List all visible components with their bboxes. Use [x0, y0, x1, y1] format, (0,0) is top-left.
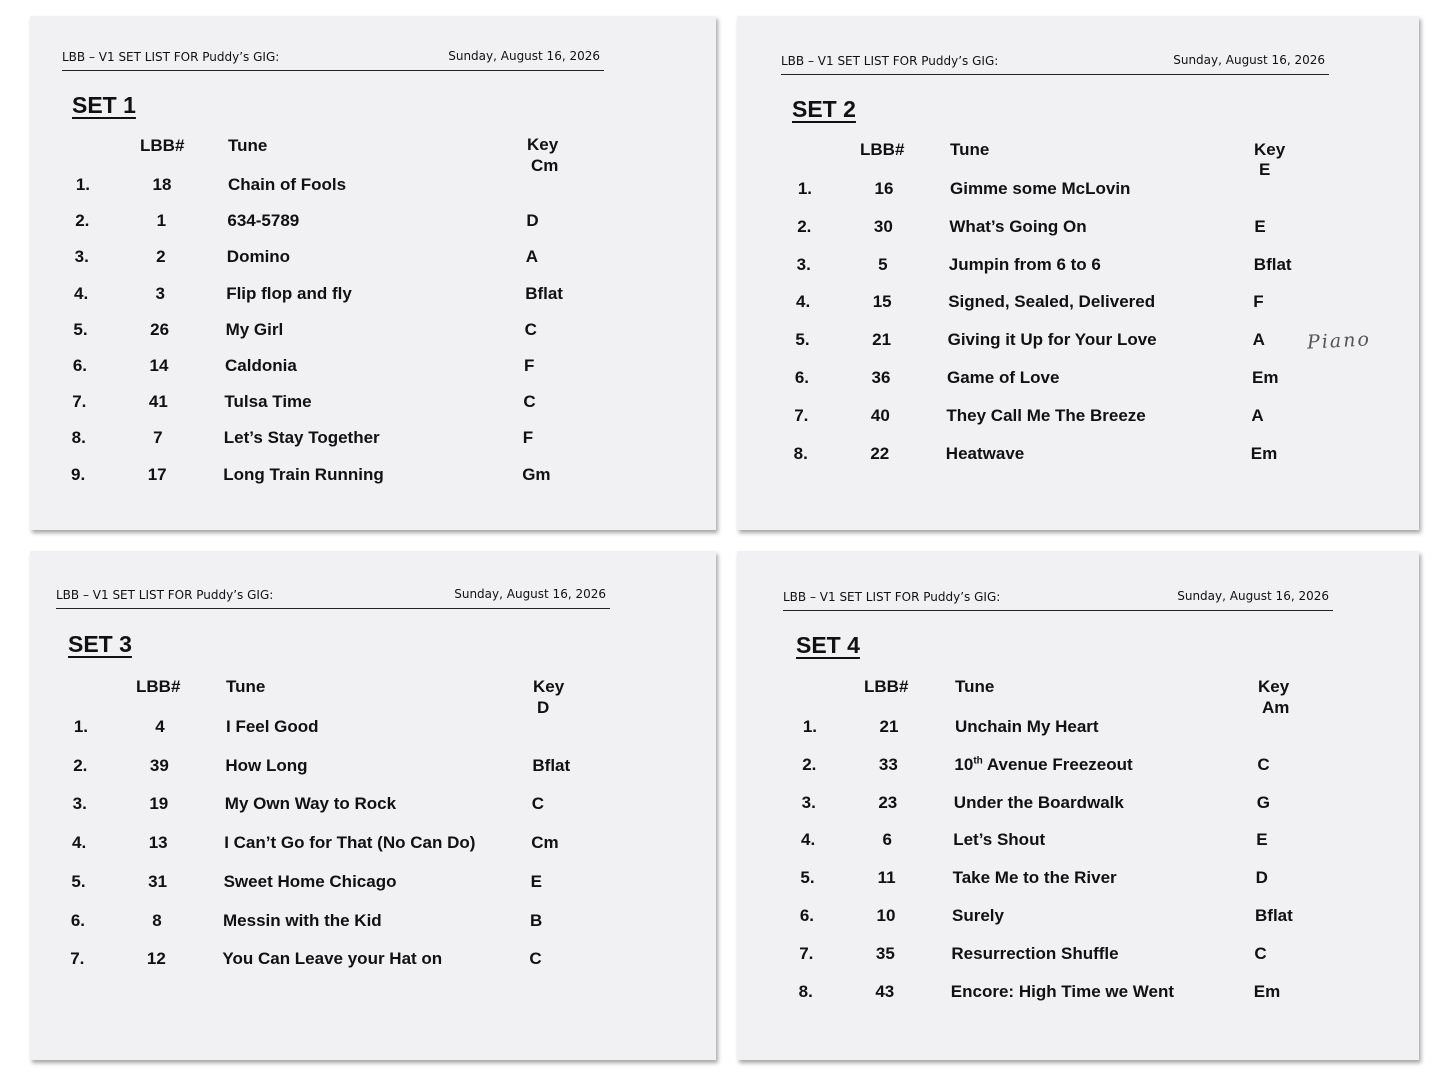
- col-head-tune: Tune: [226, 677, 266, 696]
- row-tune: [954, 793, 1124, 813]
- row-index: 6.: [799, 906, 814, 925]
- row-index: 4.: [801, 830, 816, 850]
- table-row: [30, 872, 716, 896]
- col-head-key: Key: [527, 135, 559, 154]
- row-tune-text: My Own Way to Rock: [224, 794, 397, 814]
- row-index: 1.: [797, 179, 812, 198]
- row-lbb-number: 17: [147, 464, 167, 484]
- row-key: C: [1257, 754, 1270, 774]
- row-lbb-number: 36: [871, 368, 891, 387]
- table-row: [30, 794, 716, 818]
- row-tune-text: Sweet Home Chicago: [223, 871, 397, 891]
- set-sheet-4: [737, 551, 1419, 1060]
- row-index: 6.: [70, 910, 85, 930]
- row-tune-rest: Avenue Freezeout: [982, 754, 1133, 774]
- table-row: [737, 698, 1419, 741]
- table-row: [737, 406, 1419, 430]
- row-lbb-number: 31: [148, 871, 168, 891]
- row-tune-text: I Feel Good: [226, 717, 319, 736]
- row-tune: [949, 217, 1086, 237]
- row-tune: [223, 911, 382, 931]
- row-lbb-number: 4: [155, 717, 165, 736]
- row-index: 5.: [795, 330, 810, 350]
- row-key: Bflat: [1253, 254, 1292, 274]
- row-lbb-number: 14: [149, 356, 169, 375]
- table-row: [30, 211, 716, 235]
- row-key: Em: [1253, 981, 1281, 1001]
- row-tune: [946, 406, 1145, 426]
- col-head-tune: Tune: [228, 136, 268, 155]
- row-tune-text: Heatwave: [945, 443, 1025, 463]
- row-tune: [950, 179, 1130, 199]
- sheet-header: [783, 586, 1333, 611]
- col-head-lbb: LBB#: [136, 677, 181, 696]
- row-index: 3.: [801, 792, 816, 812]
- row-lbb-number: 2: [156, 247, 166, 267]
- header-title: LBB – V1 SET LIST FOR Puddy’s GIG:: [783, 590, 1001, 604]
- row-key: A: [525, 247, 539, 267]
- sheet-header: [56, 584, 610, 609]
- set-title: SET 3: [68, 631, 132, 657]
- row-tune: [225, 356, 297, 376]
- row-tune-text: Let’s Shout: [953, 830, 1046, 850]
- row-tune-text: Under the Boardwalk: [953, 792, 1124, 812]
- row-index: 6.: [794, 368, 809, 387]
- row-tune-text: Flip flop and fly: [226, 283, 352, 303]
- row-lbb-number: 16: [874, 179, 894, 198]
- row-index: 1.: [73, 717, 88, 736]
- row-tune-text: Gimme some McLovin: [950, 179, 1131, 198]
- row-tune: [954, 755, 1132, 775]
- row-tune: [225, 756, 307, 776]
- row-index: 3.: [74, 247, 89, 267]
- row-tune: [949, 255, 1101, 275]
- row-tune-text: You Can Leave your Hat on: [222, 949, 443, 969]
- row-key: D: [526, 211, 539, 231]
- row-lbb-number: 21: [872, 330, 892, 350]
- row-key: Bflat: [525, 283, 563, 303]
- table-row: [30, 465, 716, 489]
- row-tune-text: How Long: [225, 755, 308, 775]
- row-lbb-number: 1: [156, 211, 167, 231]
- row-key: Am: [1262, 698, 1290, 717]
- row-index: 1.: [75, 175, 90, 194]
- row-index: 1.: [802, 717, 817, 736]
- table-row: [30, 156, 716, 199]
- row-tune: [953, 830, 1045, 850]
- row-tune: [951, 944, 1118, 964]
- row-tune-text: I Can’t Go for That (No Can Do): [224, 833, 476, 853]
- row-tune: [953, 868, 1117, 888]
- row-index: 7.: [70, 949, 85, 969]
- row-key: E: [1256, 830, 1268, 850]
- table-row: [30, 320, 716, 344]
- col-head-key: Key: [1254, 140, 1286, 159]
- row-index: 7.: [72, 392, 87, 412]
- row-lbb-number: 35: [875, 943, 895, 963]
- row-index: 3.: [72, 794, 87, 814]
- header-date: Sunday, August 16, 2026: [454, 587, 606, 601]
- row-lbb-number: 22: [870, 443, 890, 463]
- header-title: LBB – V1 SET LIST FOR Puddy’s GIG:: [781, 54, 999, 68]
- row-lbb-number: 21: [879, 717, 899, 736]
- row-key: Bflat: [532, 755, 571, 775]
- row-key: C: [524, 319, 537, 339]
- table-row: [737, 793, 1419, 817]
- row-index: 2.: [797, 216, 812, 236]
- table-row: [737, 906, 1419, 930]
- row-index: 2.: [73, 755, 88, 775]
- row-index: 9.: [71, 464, 86, 484]
- row-key: E: [1254, 216, 1266, 236]
- row-tune: [224, 392, 311, 412]
- row-tune: [222, 949, 442, 969]
- row-lbb-number: 8: [152, 910, 162, 930]
- header-title: LBB – V1 SET LIST FOR Puddy’s GIG:: [56, 588, 274, 602]
- row-tune: [952, 906, 1004, 926]
- row-lbb-number: 33: [878, 754, 898, 774]
- row-tune: [228, 175, 346, 195]
- row-index: 7.: [799, 943, 814, 963]
- row-lbb-number: 13: [148, 833, 168, 853]
- row-key: C: [523, 392, 536, 412]
- row-lbb-number: 40: [870, 405, 890, 425]
- set-title: SET 1: [72, 92, 136, 118]
- row-tune-text: Long Train Running: [223, 464, 384, 484]
- row-key: F: [522, 428, 534, 448]
- handwritten-note: Piano: [1306, 328, 1372, 354]
- row-key: C: [531, 794, 545, 814]
- row-key: A: [1251, 405, 1264, 425]
- table-row: [737, 160, 1419, 203]
- row-lbb-number: 26: [150, 319, 170, 339]
- row-lbb-number: 3: [155, 283, 165, 303]
- row-lbb-number: 15: [872, 292, 892, 312]
- row-tune: [226, 717, 319, 737]
- row-tune: [955, 717, 1099, 737]
- header-date: Sunday, August 16, 2026: [1177, 589, 1329, 603]
- row-lbb-number: 10: [876, 906, 896, 925]
- row-tune: [223, 465, 384, 485]
- row-index: 4.: [74, 283, 89, 303]
- row-lbb-number: 11: [877, 868, 896, 888]
- row-tune: [225, 794, 396, 814]
- row-index: 6.: [72, 356, 87, 375]
- set-sheet-1: [30, 16, 716, 530]
- row-tune-text: Caldonia: [225, 356, 297, 375]
- table-row: [30, 833, 716, 857]
- row-key: C: [1254, 943, 1267, 963]
- header-date: Sunday, August 16, 2026: [1173, 53, 1325, 67]
- row-key: C: [529, 949, 542, 969]
- row-key: E: [530, 871, 542, 891]
- row-tune: [951, 982, 1174, 1002]
- header-title: LBB – V1 SET LIST FOR Puddy’s GIG:: [62, 50, 280, 64]
- row-lbb-number: 12: [146, 949, 166, 969]
- row-key: A: [1252, 330, 1265, 350]
- row-index: 4.: [72, 833, 87, 853]
- row-key: G: [1256, 792, 1271, 812]
- row-tune: [227, 247, 290, 267]
- table-row: [30, 284, 716, 308]
- row-index: 5.: [73, 319, 88, 339]
- row-tune-text: Messin with the Kid: [223, 910, 382, 930]
- row-key: Em: [1250, 443, 1278, 463]
- table-row: [737, 255, 1419, 279]
- row-tune-text: My Girl: [225, 319, 284, 339]
- col-head-lbb: LBB#: [140, 136, 185, 155]
- col-head-lbb: LBB#: [864, 677, 909, 696]
- row-index: 8.: [798, 981, 813, 1001]
- table-row: [30, 698, 716, 741]
- row-key: Bflat: [1255, 906, 1293, 925]
- row-lbb-number: 6: [882, 830, 892, 850]
- table-row: [737, 944, 1419, 968]
- table-row: [30, 247, 716, 271]
- row-key: B: [530, 910, 543, 930]
- table-row: [30, 428, 716, 452]
- row-lbb-number: 5: [878, 254, 888, 274]
- row-key: Gm: [522, 464, 551, 484]
- row-lbb-number: 18: [152, 175, 172, 194]
- row-index: 3.: [796, 254, 811, 274]
- row-tune: [946, 444, 1024, 464]
- row-tune: [227, 211, 299, 231]
- table-row: [737, 217, 1419, 241]
- row-tune-text: Giving it Up for Your Love: [947, 330, 1157, 350]
- row-key: F: [524, 356, 535, 375]
- table-row: [737, 868, 1419, 892]
- row-lbb-number: 30: [873, 216, 893, 236]
- col-head-tune: Tune: [950, 140, 990, 159]
- row-tune: [224, 428, 380, 448]
- set-sheet-3: [30, 551, 716, 1060]
- row-index: 2.: [75, 211, 90, 231]
- row-index: 8.: [71, 428, 86, 448]
- row-lbb-number: 41: [148, 392, 168, 412]
- row-tune-text: They Call Me The Breeze: [946, 405, 1146, 425]
- row-tune-text: What’s Going On: [949, 216, 1087, 236]
- table-row: [30, 911, 716, 935]
- row-tune-text: Chain of Fools: [228, 175, 347, 194]
- table-row: [30, 356, 716, 380]
- set-sheet-2: [737, 16, 1419, 530]
- table-row: [737, 755, 1419, 779]
- row-tune-text: 10: [954, 754, 974, 774]
- row-index: 2.: [802, 754, 817, 774]
- table-row: [30, 756, 716, 780]
- table-row: [737, 292, 1419, 316]
- row-tune-text: Take Me to the River: [952, 868, 1117, 888]
- row-tune-text: Signed, Sealed, Delivered: [948, 292, 1156, 312]
- row-tune-text: Tulsa Time: [224, 392, 312, 412]
- col-head-tune: Tune: [955, 677, 995, 696]
- row-key: E: [1259, 160, 1271, 179]
- row-index: 5.: [71, 871, 86, 891]
- col-head-key: Key: [533, 677, 565, 696]
- row-lbb-number: 43: [875, 981, 895, 1001]
- row-key: F: [1253, 292, 1264, 312]
- set-title: SET 2: [792, 96, 856, 122]
- row-key: D: [1255, 868, 1268, 888]
- row-lbb-number: 39: [149, 755, 169, 775]
- table-row: [30, 949, 716, 973]
- row-key: Cm: [531, 156, 559, 175]
- row-index: 4.: [796, 292, 811, 312]
- row-tune-text: Game of Love: [947, 368, 1060, 387]
- header-date: Sunday, August 16, 2026: [448, 49, 600, 63]
- col-head-lbb: LBB#: [860, 140, 905, 159]
- table-row: [737, 444, 1419, 468]
- row-lbb-number: 7: [153, 428, 163, 448]
- row-tune: [947, 368, 1059, 388]
- row-key: D: [537, 698, 550, 717]
- table-row: [737, 830, 1419, 854]
- row-tune-text: Unchain My Heart: [955, 717, 1099, 736]
- row-tune-text: Jumpin from 6 to 6: [948, 254, 1101, 274]
- sheet-header: [62, 46, 604, 71]
- col-head-key: Key: [1258, 677, 1290, 696]
- row-index: 5.: [800, 868, 815, 888]
- row-tune-text: Surely: [952, 906, 1004, 925]
- row-tune-text: Encore: High Time we Went: [950, 981, 1175, 1001]
- table-row: [737, 982, 1419, 1006]
- row-tune-superscript: th: [973, 755, 983, 767]
- row-tune-text: Domino: [226, 247, 291, 267]
- row-tune: [226, 320, 284, 340]
- table-row: [30, 392, 716, 416]
- set-title: SET 4: [796, 632, 860, 658]
- row-tune: [224, 833, 475, 853]
- sheet-header: [781, 50, 1329, 75]
- row-lbb-number: 23: [878, 792, 898, 812]
- row-tune-text: Resurrection Shuffle: [951, 943, 1119, 963]
- row-key: Cm: [531, 833, 559, 853]
- row-tune: [226, 284, 352, 304]
- row-index: 7.: [794, 405, 809, 425]
- row-tune-text: Let’s Stay Together: [223, 428, 380, 448]
- row-tune: [224, 872, 397, 892]
- row-tune-text: 634-5789: [227, 211, 300, 231]
- row-tune: [948, 292, 1155, 312]
- table-row: [737, 368, 1419, 392]
- row-key: Em: [1252, 368, 1279, 387]
- row-tune: [948, 330, 1157, 350]
- row-lbb-number: 19: [149, 794, 169, 814]
- row-index: 8.: [793, 443, 808, 463]
